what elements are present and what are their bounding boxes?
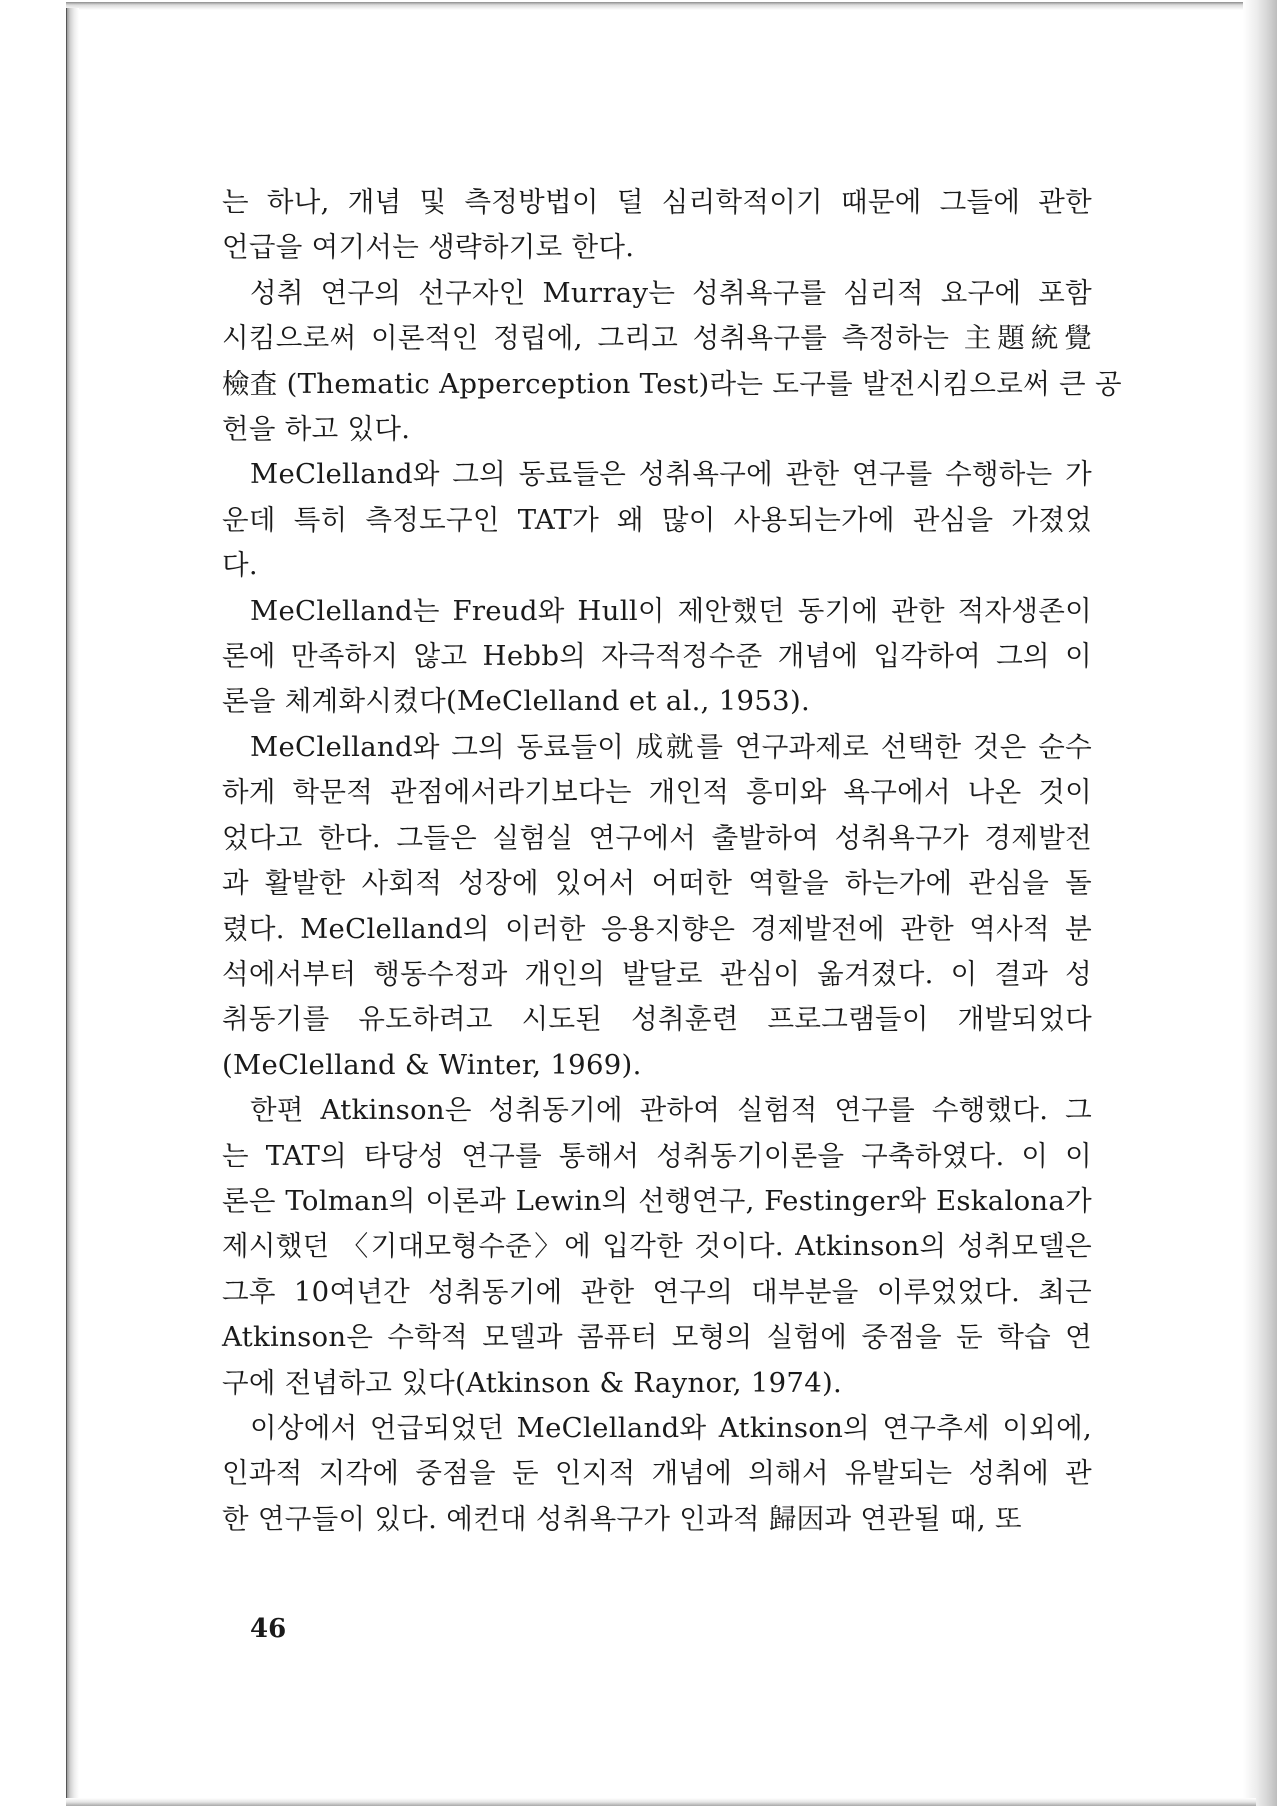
text-line: 는 TAT의 타당성 연구를 통해서 성취동기이론을 구축하였다. 이 이 <box>222 1139 1092 1172</box>
text-line: 성취 연구의 선구자인 Murray는 성취욕구를 심리적 요구에 포함 <box>250 276 1092 309</box>
page-edge-right <box>1243 0 1277 1806</box>
paragraph <box>222 1406 1092 1542</box>
text-line: 운데 특히 측정도구인 TAT가 왜 많이 사용되는가에 관심을 가졌었 <box>222 503 1092 536</box>
paragraph <box>222 180 1092 271</box>
text-line: 취동기를 유도하려고 시도된 성취훈련 프로그램들이 개발되었다 <box>222 1003 1092 1036</box>
body-text <box>222 180 1122 1542</box>
paragraph <box>222 271 1122 453</box>
text-line: 구에 전념하고 있다(Atkinson & Raynor, 1974). <box>222 1366 843 1399</box>
text-line: MeClelland와 그의 동료들은 성취욕구에 관한 연구를 수행하는 가 <box>250 458 1092 491</box>
text-line: Atkinson은 수학적 모델과 콤퓨터 모형의 실험에 중점을 둔 학습 연 <box>222 1321 1092 1354</box>
paragraph <box>222 452 1092 588</box>
text-line: MeClelland는 Freud와 Hull이 제안했던 동기에 관한 적자생존이 <box>250 594 1092 627</box>
text-line: 론은 Tolman의 이론과 Lewin의 선행연구, Festinger와 Eskalona가 <box>222 1184 1092 1217</box>
text-line: 는 하나, 개념 및 측정방법이 덜 심리학적이기 때문에 그들에 관한 <box>222 186 1092 218</box>
text-line: 하게 학문적 관점에서라기보다는 개인적 흥미와 욕구에서 나온 것이 <box>222 776 1092 809</box>
text-line: 인과적 지각에 중점을 둔 인지적 개념에 의해서 유발되는 성취에 관 <box>222 1457 1092 1490</box>
text-line: 그후 10여년간 성취동기에 관한 연구의 대부분을 이루었었다. 최근 <box>222 1275 1092 1308</box>
page-edge-top <box>66 2 1256 10</box>
text-line: 이상에서 언급되었던 MeClelland와 Atkinson의 연구추세 이외에, <box>250 1411 1092 1444</box>
page-edge-bottom <box>66 1798 1256 1806</box>
page-number: 46 <box>250 1614 287 1644</box>
paragraph <box>222 725 1092 1088</box>
text-line: MeClelland와 그의 동료들이 成就를 연구과제로 선택한 것은 순수 <box>250 730 1092 763</box>
paragraph <box>222 1088 1092 1406</box>
text-line: 한 연구들이 있다. 예컨대 성취욕구가 인과적 歸因과 연관될 때, 또 <box>222 1502 1022 1535</box>
text-line: 석에서부터 행동수정과 개인의 발달로 관심이 옮겨졌다. 이 결과 성 <box>222 957 1092 990</box>
text-line: 과 활발한 사회적 성장에 있어서 어떠한 역할을 하는가에 관심을 돌 <box>222 867 1092 900</box>
text-line: 다. <box>222 549 258 582</box>
text-line: (MeClelland & Winter, 1969). <box>222 1048 642 1081</box>
text-line: 렸다. MeClelland의 이러한 응용지향은 경제발전에 관한 역사적 분 <box>222 912 1092 945</box>
text-line: 제시했던 〈기대모형수준〉에 입각한 것이다. Atkinson의 성취모델은 <box>222 1230 1092 1263</box>
text-line: 檢査 (Thematic Apperception Test)라는 도구를 발전시킴으로써 큰 공 <box>222 367 1122 400</box>
paragraph <box>222 589 1092 725</box>
text-line: 었다고 한다. 그들은 실험실 연구에서 출발하여 성취욕구가 경제발전 <box>222 821 1092 854</box>
text-line: 론을 체계화시켰다(MeClelland et al., 1953). <box>222 685 811 718</box>
text-line: 한편 Atkinson은 성취동기에 관하여 실험적 연구를 수행했다. 그 <box>250 1094 1092 1127</box>
text-line: 시킴으로써 이론적인 정립에, 그리고 성취욕구를 측정하는 主題統覺 <box>222 322 1092 355</box>
text-line: 론에 만족하지 않고 Hebb의 자극적정수준 개념에 입각하여 그의 이 <box>222 640 1092 673</box>
page-edge-left <box>66 8 79 1798</box>
text-line: 언급을 여기서는 생략하기로 한다. <box>222 231 635 264</box>
text-line: 헌을 하고 있다. <box>222 413 411 446</box>
